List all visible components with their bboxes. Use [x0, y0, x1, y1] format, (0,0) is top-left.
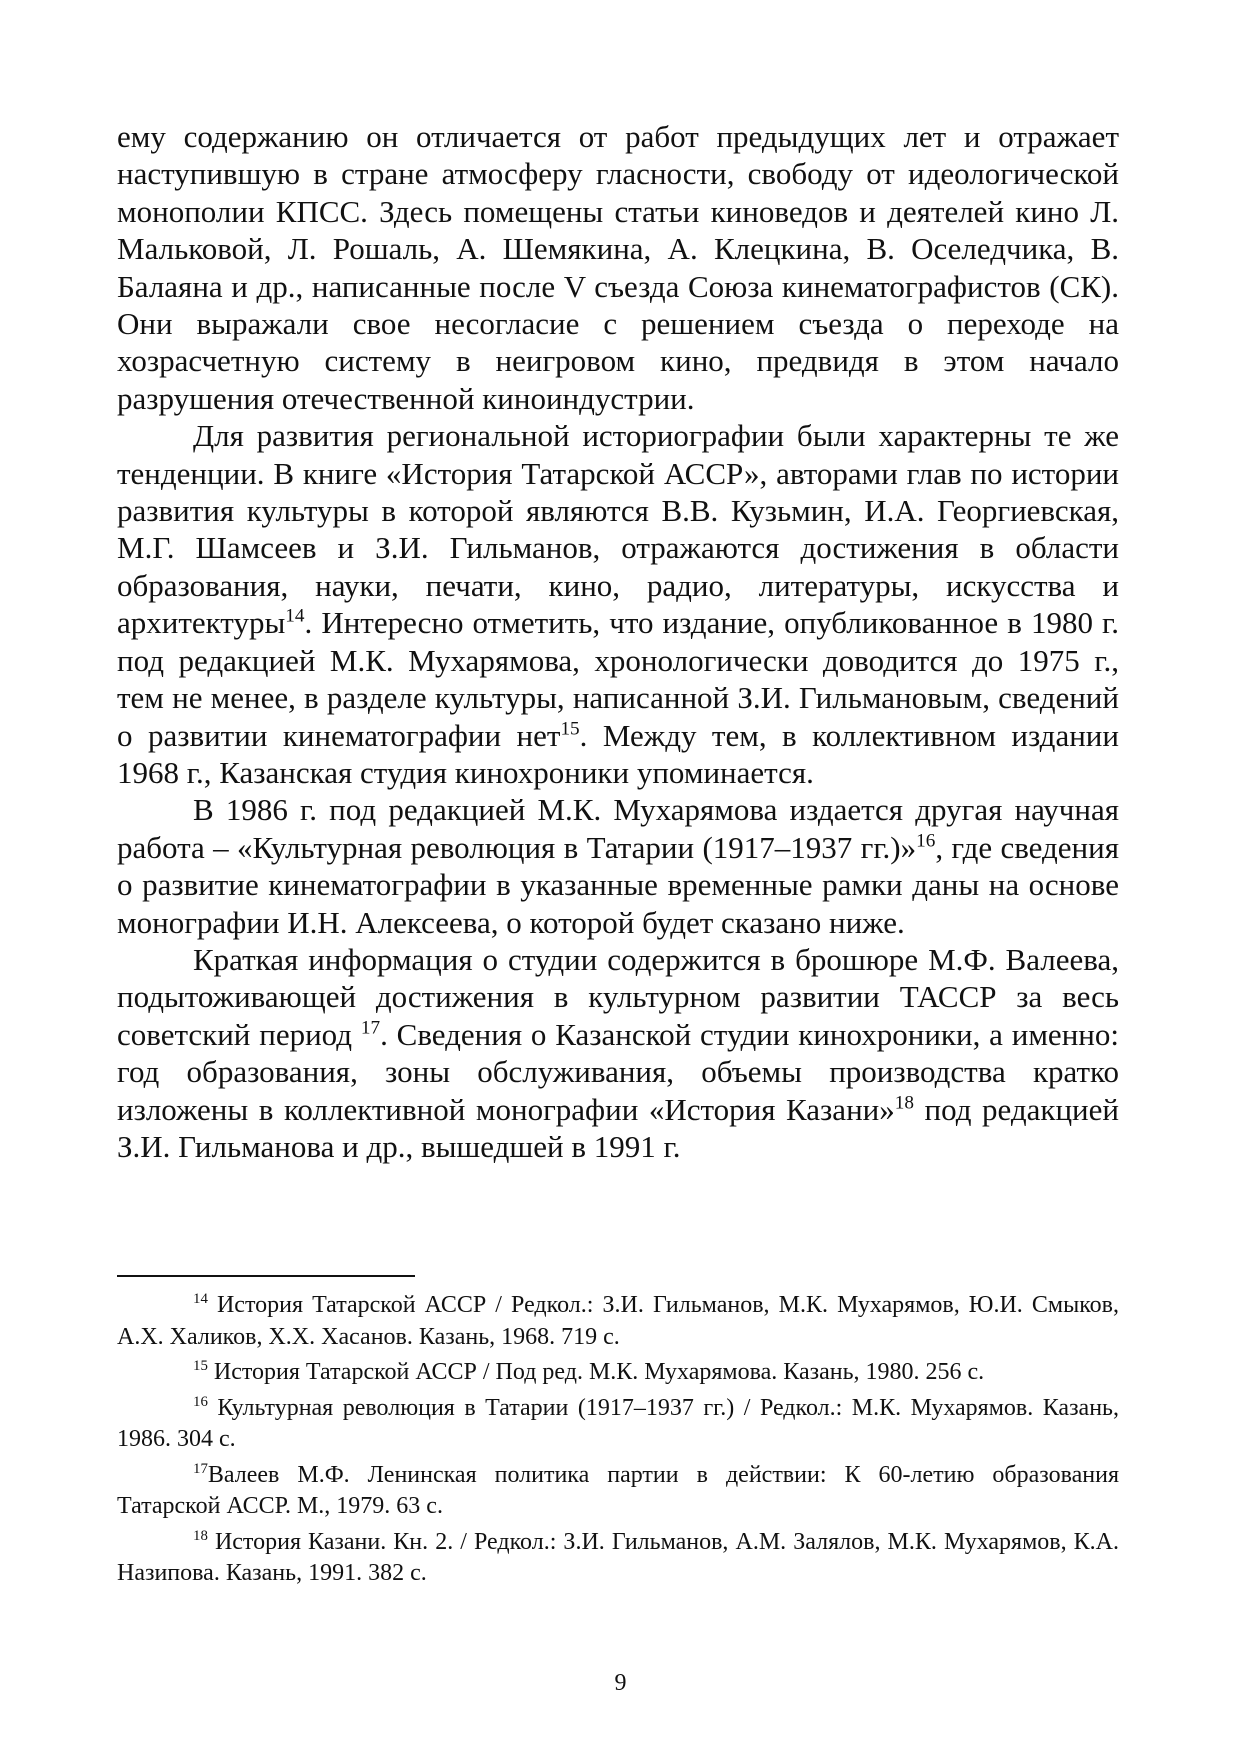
- paragraph: [117, 417, 1119, 791]
- footnote: [117, 1357, 1119, 1389]
- footnotes: [117, 1290, 1119, 1594]
- footnote-text: История Татарской АССР / Редкол.: З.И. Гильманов, М.К. Мухарямов, Ю.И. Смыков, А.Х. Халиков, Х.Х. Хасанов. Казань, 1968. 719 с.: [117, 1292, 1119, 1350]
- footnote: [117, 1393, 1119, 1456]
- footnote-ref[interactable]: 18: [894, 1092, 914, 1114]
- footnote-text: История Татарской АССР / Под ред. М.К. Мухарямова. Казань, 1980. 256 с.: [207, 1359, 985, 1385]
- footnote-number: 15: [193, 1358, 208, 1374]
- footnote-ref[interactable]: 15: [560, 718, 580, 740]
- paragraph-text: . Интересно отметить, что издание, опубликованное в 1980 г. под редакцией М.К. Мухарямова, хронологически доводится до 1975 г., тем не менее, в разделе культуры, написанной З.И. Гильмановым, сведений о развитии кинематографии нет: [117, 605, 1119, 753]
- paragraph-text: ему содержанию он отличается от работ предыдущих лет и отражает наступившую в стране атмосферу гласности, свободу от идеологической монополии КПСС. Здесь помещены статьи киноведов и деятелей кино Л. Мальковой, Л. Рошаль, А. Шемякина, А. Клецкина, В. Оселедчика, В. Балаяна и др., написанные после V съезда Союза кинематографистов (СК). Они выражали свое несогласие с решением съезда о переходе на хозрасчетную систему в неигровом кино, предвидя в этом начало разрушения отечественной киноиндустрии.: [117, 119, 1119, 416]
- footnote-separator: [117, 1275, 415, 1277]
- footnote: [117, 1460, 1119, 1523]
- main-text: [117, 118, 1119, 1165]
- footnote-number: 14: [193, 1291, 208, 1307]
- paragraph-text: В 1986 г. под редакцией М.К. Мухарямова издается другая научная работа – «Культурная революция в Татарии (1917–1937 гг.)»: [117, 792, 1119, 865]
- paragraph: [117, 941, 1119, 1165]
- paragraph-text: , где сведения о развитие кинематографии в указанные временные рамки даны на основе монографии И.Н. Алексеева, о которой будет сказано ниже.: [117, 829, 1119, 940]
- footnote-ref[interactable]: 14: [285, 605, 305, 627]
- footnote-number: 17: [193, 1460, 208, 1477]
- paragraph-text: . Между тем, в коллективном издании 1968 г., Казанская студия кинохроники упоминается.: [117, 717, 1119, 790]
- footnote-ref[interactable]: 17: [360, 1017, 381, 1039]
- paragraph: [117, 791, 1119, 941]
- paragraph-text: . Сведения о Казанской студии кинохроники, а именно: год образования, зоны обслуживания, объемы производства кратко изложены в коллективной монографии «История Казани»: [117, 1016, 1119, 1127]
- paragraph-text: Краткая информация о студии содержится в брошюре М.Ф. Валеева, подытоживающей достижения в культурном развитии ТАССР за весь советский период: [117, 941, 1119, 1052]
- page-number: 9: [614, 1670, 627, 1696]
- footnote-number: 16: [193, 1393, 208, 1410]
- footnote-number: 18: [193, 1527, 208, 1544]
- footnote-text: Культурная революция в Татарии (1917–1937 гг.) / Редкол.: М.К. Мухарямов. Казань, 1986. 304 с.: [117, 1394, 1119, 1452]
- paragraph: [117, 118, 1119, 417]
- footnote-text: История Казани. Кн. 2. / Редкол.: З.И. Гильманов, А.М. Залялов, М.К. Мухарямов, К.А. Назипова. Казань, 1991. 382 с.: [117, 1528, 1119, 1586]
- footnote: [117, 1290, 1119, 1353]
- footnote: [117, 1527, 1119, 1590]
- paragraph-text: Для развития региональной историографии были характерны те же тенденции. В книге «История Татарской АССР», авторами глав по истории развития культуры в которой являются В.В. Кузьмин, И.А. Георгиевская, М.Г. Шамсеев и З.И. Гильманов, отражаются достижения в области образования, науки, печати, кино, радио, литературы, искусства и архитектуры: [117, 418, 1119, 641]
- footnote-ref[interactable]: 16: [916, 830, 936, 852]
- paragraph-text: под редакцией З.И. Гильманова и др., вышедшей в 1991 г.: [117, 1091, 1119, 1164]
- footnote-text: Валеев М.Ф. Ленинская политика партии в действии: К 60-летию образования Татарской АССР. М., 1979. 63 с.: [117, 1461, 1119, 1519]
